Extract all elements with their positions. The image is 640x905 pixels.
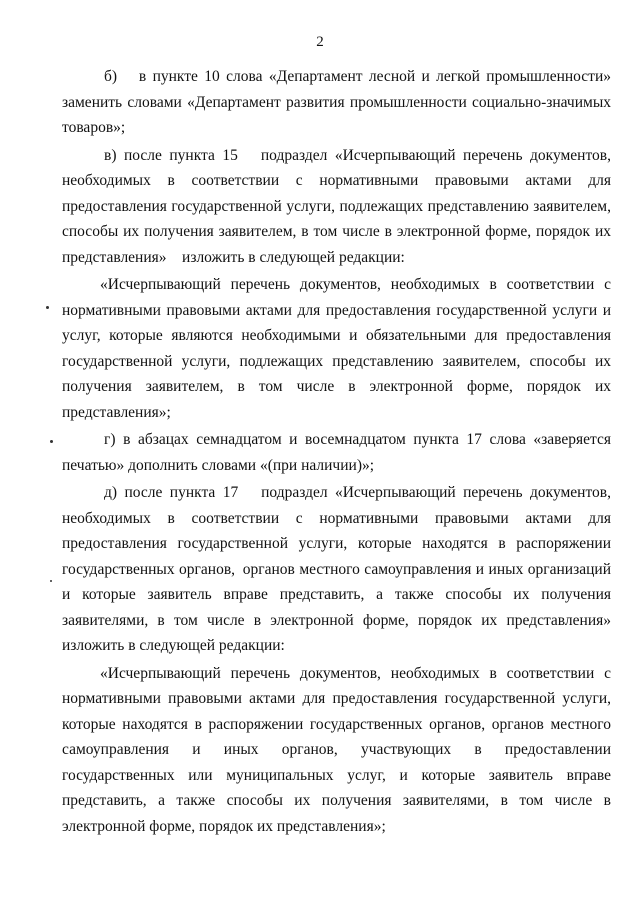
quoted-subsection-title-1: «Исчерпывающий перечень документов, необходимых в соответствии с нормативными правовыми актами для предоставления государственной услуги и услуг, которые являются необходимыми и обязательными для предоставления государственной услуги, подлежащих представлению заявителем, способы их получения заявителем, в том числе в электронной форме, порядок их представления»; bbox=[62, 276, 611, 421]
paragraph-v: в) после пункта 15 подраздел «Исчерпывающий перечень документов, необходимых в соответствии с нормативными правовыми актами для предоставления государственной услуги, подлежащих представлению заявителем, способы их получения заявителем, в том числе в электронной форме, порядок их представления» изложить в следующей редакции: bbox=[62, 146, 611, 266]
scan-speck bbox=[50, 440, 53, 443]
document-body bbox=[62, 64, 611, 841]
page-number: 2 bbox=[316, 34, 324, 50]
quoted-subsection-title-2: «Исчерпывающий перечень документов, необходимых в соответствии с нормативными правовыми актами для предоставления государственной услуги, которые находятся в распоряжении государственных органов, органов местного самоуправления и иных органов, участвующих в предоставлении государственных или муниципальных услуг, и которые заявитель вправе представить, а также способы их получения заявителями, в том числе в электронной форме, порядок их представления»; bbox=[62, 664, 611, 835]
scan-speck bbox=[46, 306, 49, 309]
paragraph-g: г) в абзацах семнадцатом и восемнадцатом пункта 17 слова «заверяется печатью» дополнить словами «(при наличии)»; bbox=[62, 431, 611, 474]
paragraph-d: д) после пункта 17 подраздел «Исчерпывающий перечень документов, необходимых в соответствии с нормативными правовыми актами для предоставления государственной услуги, которые находятся в распоряжении государственных органов, органов местного самоуправления и иных организаций и которые заявитель вправе представить, а также способы их получения заявителями, в том числе в электронной форме, порядок их представления» изложить в следующей редакции: bbox=[62, 484, 611, 654]
paragraph-b: б) в пункте 10 слова «Департамент лесной и легкой промышленности» заменить словами «Департамент развития промышленности социально-значимых товаров»; bbox=[62, 68, 611, 136]
scan-speck bbox=[50, 580, 52, 582]
